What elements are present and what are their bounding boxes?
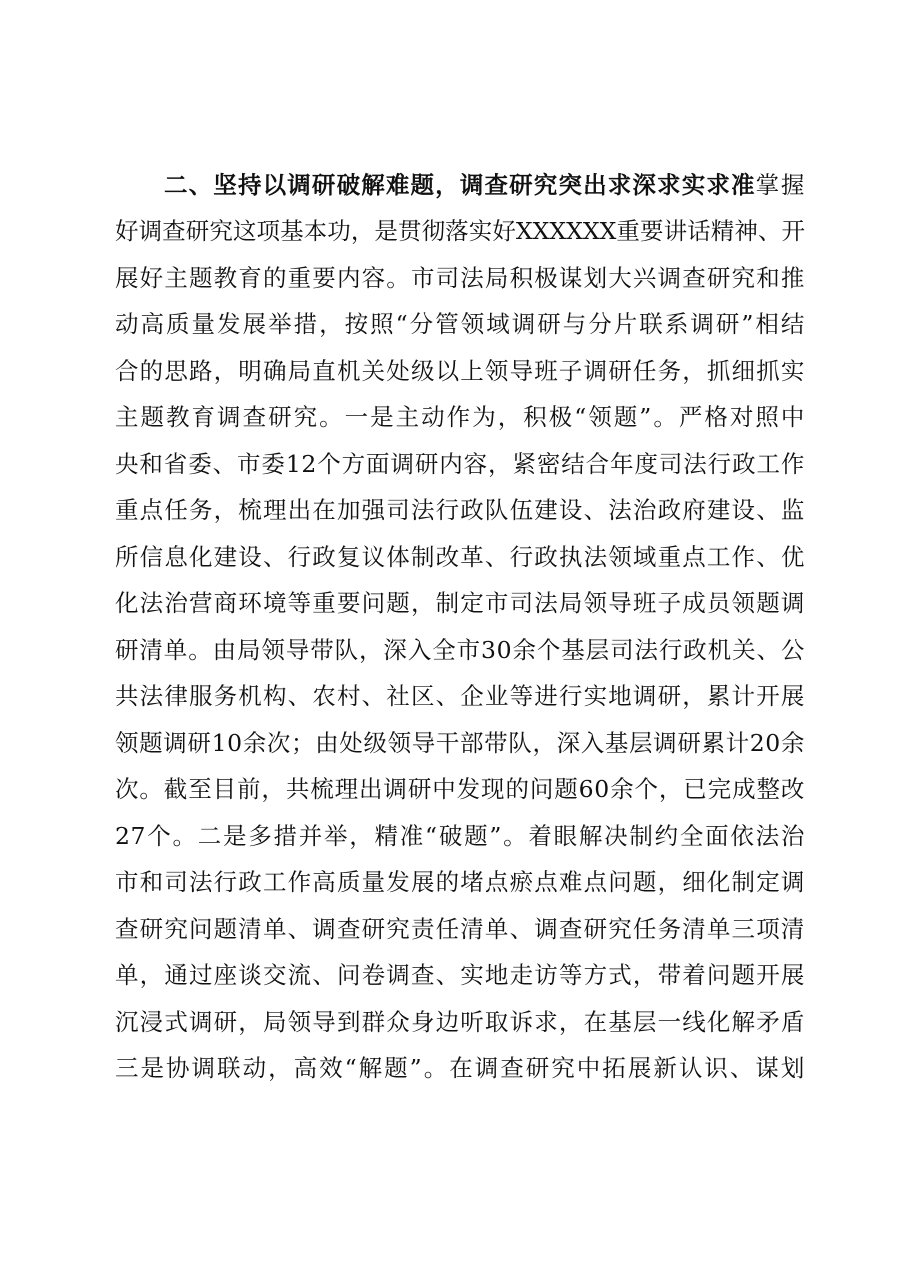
paragraph-line: 展好主题教育的重要内容。市司法局积极谋划大兴调查研究和推 (115, 264, 805, 292)
paragraph-line: 沉浸式调研，局领导到群众身边听取诉求，在基层一线化解矛盾 (115, 1008, 805, 1036)
paragraph-line: 市和司法行政工作高质量发展的堵点瘀点难点问题，细化制定调 (115, 868, 805, 896)
paragraph-line: 主题教育调查研究。一是主动作为，积极“领题”。严格对照中 (115, 403, 805, 431)
paragraph-line: 化法治营商环境等重要问题，制定市司法局领导班子成员领题调 (115, 589, 805, 617)
paragraph-line: 次。截至目前，共梳理出调研中发现的问题60余个，已完成整改 (115, 775, 805, 803)
paragraph-line: 27个。二是多措并举，精准“破题”。着眼解决制约全面依法治 (115, 822, 805, 850)
paragraph-line-1 (164, 162, 805, 208)
paragraph-line: 三是协调联动，高效“解题”。在调查研究中拓展新认识、谋划 (115, 1054, 805, 1082)
paragraph-line: 动高质量发展举措，按照“分管领域调研与分片联系调研”相结 (115, 310, 805, 338)
paragraph-line: 所信息化建设、行政复议体制改革、行政执法领域重点工作、优 (115, 543, 805, 571)
line-text: 掌握 (755, 171, 806, 199)
paragraph-line: 合的思路，明确局直机关处级以上领导班子调研任务，抓细抓实 (115, 357, 805, 385)
paragraph-line: 研清单。由局领导带队，深入全市30余个基层司法行政机关、公 (115, 636, 805, 664)
paragraph-line: 查研究问题清单、调查研究责任清单、调查研究任务清单三项清 (115, 915, 805, 943)
paragraph-line: 单，通过座谈交流、问卷调查、实地走访等方式，带着问题开展 (115, 961, 805, 989)
paragraph-line: 重点任务，梳理出在加强司法行政队伍建设、法治政府建设、监 (115, 496, 805, 524)
paragraph-line: 央和省委、市委12个方面调研内容，紧密结合年度司法行政工作 (115, 450, 805, 478)
paragraph-line: 共法律服务机构、农村、社区、企业等进行实地调研，累计开展 (115, 682, 805, 710)
section-heading: 二、坚持以调研破解难题，调查研究突出求深求实求准 (164, 171, 756, 199)
paragraph-line: 好调查研究这项基本功，是贯彻落实好XXXXXX重要讲话精神、开 (115, 217, 805, 245)
paragraph-line: 领题调研10余次；由处级领导干部带队，深入基层调研累计20余 (115, 729, 805, 757)
